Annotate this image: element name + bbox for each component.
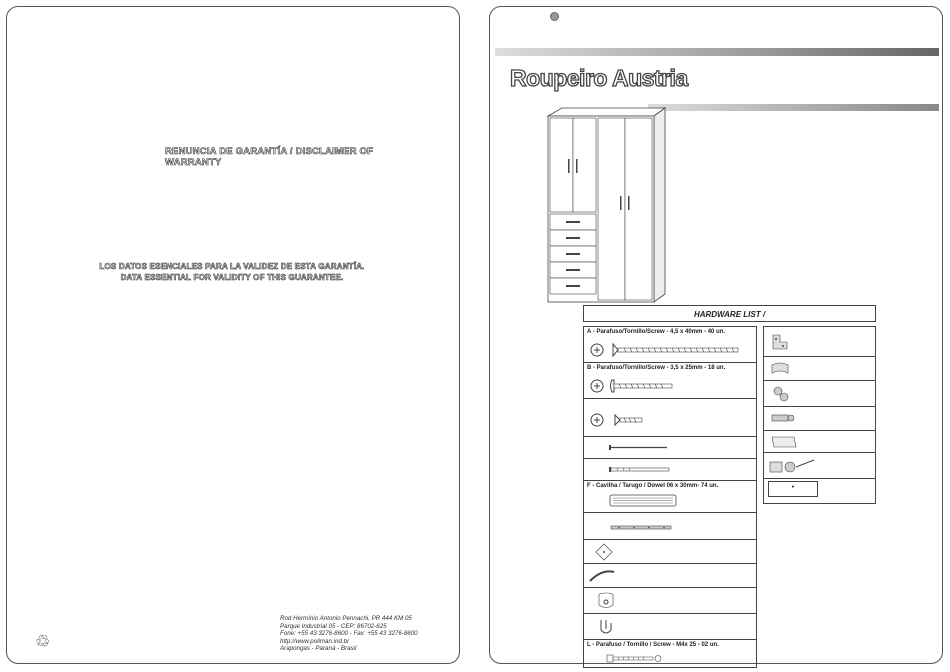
hardware-item-f (584, 481, 756, 513)
hardware-item-e (584, 459, 756, 481)
essential-line-en: DATA ESSENTIAL FOR VALIDITY OF THIS GUARANTEE. (120, 273, 344, 282)
screw-long-icon (589, 341, 754, 359)
company-address (280, 615, 418, 653)
address-line: Arapongas - Paraná - Brasil (280, 645, 357, 653)
subtitle-band (648, 104, 939, 111)
hinge-part-icon (770, 411, 796, 427)
hardware-item-bracket (764, 327, 875, 357)
hardware-item-l (584, 640, 756, 667)
clip-icon (770, 361, 790, 377)
hardware-label: B - Parafuso/Tornillo/Screw - 3,5 x 25mm - 18 un. (587, 365, 726, 371)
warranty-essential-data (87, 261, 377, 283)
hardware-item-b (584, 363, 756, 399)
hardware-item-connector (764, 381, 875, 407)
hardware-item-g (584, 513, 756, 540)
dowel-icon (609, 493, 679, 509)
label-box-mark: • (791, 484, 795, 491)
hardware-item-bag (764, 431, 875, 453)
essential-line-es: LOS DATOS ESENCIALES PARA LA VALIDEZ DE ESTA GARANTÍA. (99, 262, 365, 271)
hardware-item-j (584, 588, 756, 614)
hardware-list-right (763, 326, 876, 504)
binding-hole-icon (550, 12, 559, 21)
hardware-item-i (584, 564, 756, 588)
hardware-item-clip (764, 357, 875, 381)
hardware-list-header: HARDWARE LIST / (583, 305, 876, 322)
screw-short-icon (589, 411, 679, 429)
hardware-item-label-box (764, 479, 875, 503)
warranty-page (6, 6, 460, 664)
hardware-label: F - Cavilha / Tarugo / Dowel 06 x 30mm- 74 un. (587, 483, 719, 489)
label-box-icon (768, 481, 818, 497)
address-line: Parque Industrial 05 - CEP: 86702-625 (280, 622, 387, 630)
assembly-page (489, 6, 943, 664)
address-line: Rod Hermínio Antonio Pennachi, PR 444 KM 05 (280, 615, 412, 622)
nail-icon (609, 444, 669, 452)
bracket-icon (770, 332, 790, 352)
wardrobe-illustration (542, 106, 667, 304)
hardware-item-k (584, 614, 756, 640)
hardware-item-hinge-part (764, 407, 875, 431)
header-band (495, 48, 939, 56)
hardware-item-a (584, 327, 756, 363)
nail-2-icon (609, 466, 674, 474)
hardware-item-c (584, 399, 756, 437)
cam-lock-icon (596, 591, 616, 611)
hardware-item-h (584, 540, 756, 564)
drawer-rail-icon (609, 523, 679, 533)
bolt-icon (606, 654, 666, 664)
address-line: http://www.poliman.ind.br (280, 637, 350, 645)
hook-icon (596, 617, 616, 637)
foot-pad-icon (594, 543, 614, 561)
hardware-item-d (584, 437, 756, 459)
recycle-icon: ♲ (35, 632, 51, 651)
screw-medium-icon (589, 377, 689, 395)
connector-icon (770, 385, 792, 403)
hardware-label: A - Parafuso/Tornillo/Screw - 4,5 x 40mm - 40 un. (587, 329, 726, 335)
address-line: Fone: +55 43 3276-8600 - Fax: +55 43 3276-8600 (280, 630, 418, 638)
product-title: Roupeiro Austria (510, 65, 688, 91)
bag-icon (770, 435, 798, 449)
hardware-list-left (583, 326, 757, 668)
hinge-set-icon (768, 456, 818, 476)
warranty-title: RENUNCIA DE GARANTÍA / DISCLAIMER OF WARRANTY (165, 146, 374, 168)
handle-icon (588, 569, 618, 585)
hardware-label: L - Parafuso / Tornillo / Screw - M4x 25 - 02 un. (587, 642, 719, 648)
hardware-item-hinge-set (764, 453, 875, 479)
